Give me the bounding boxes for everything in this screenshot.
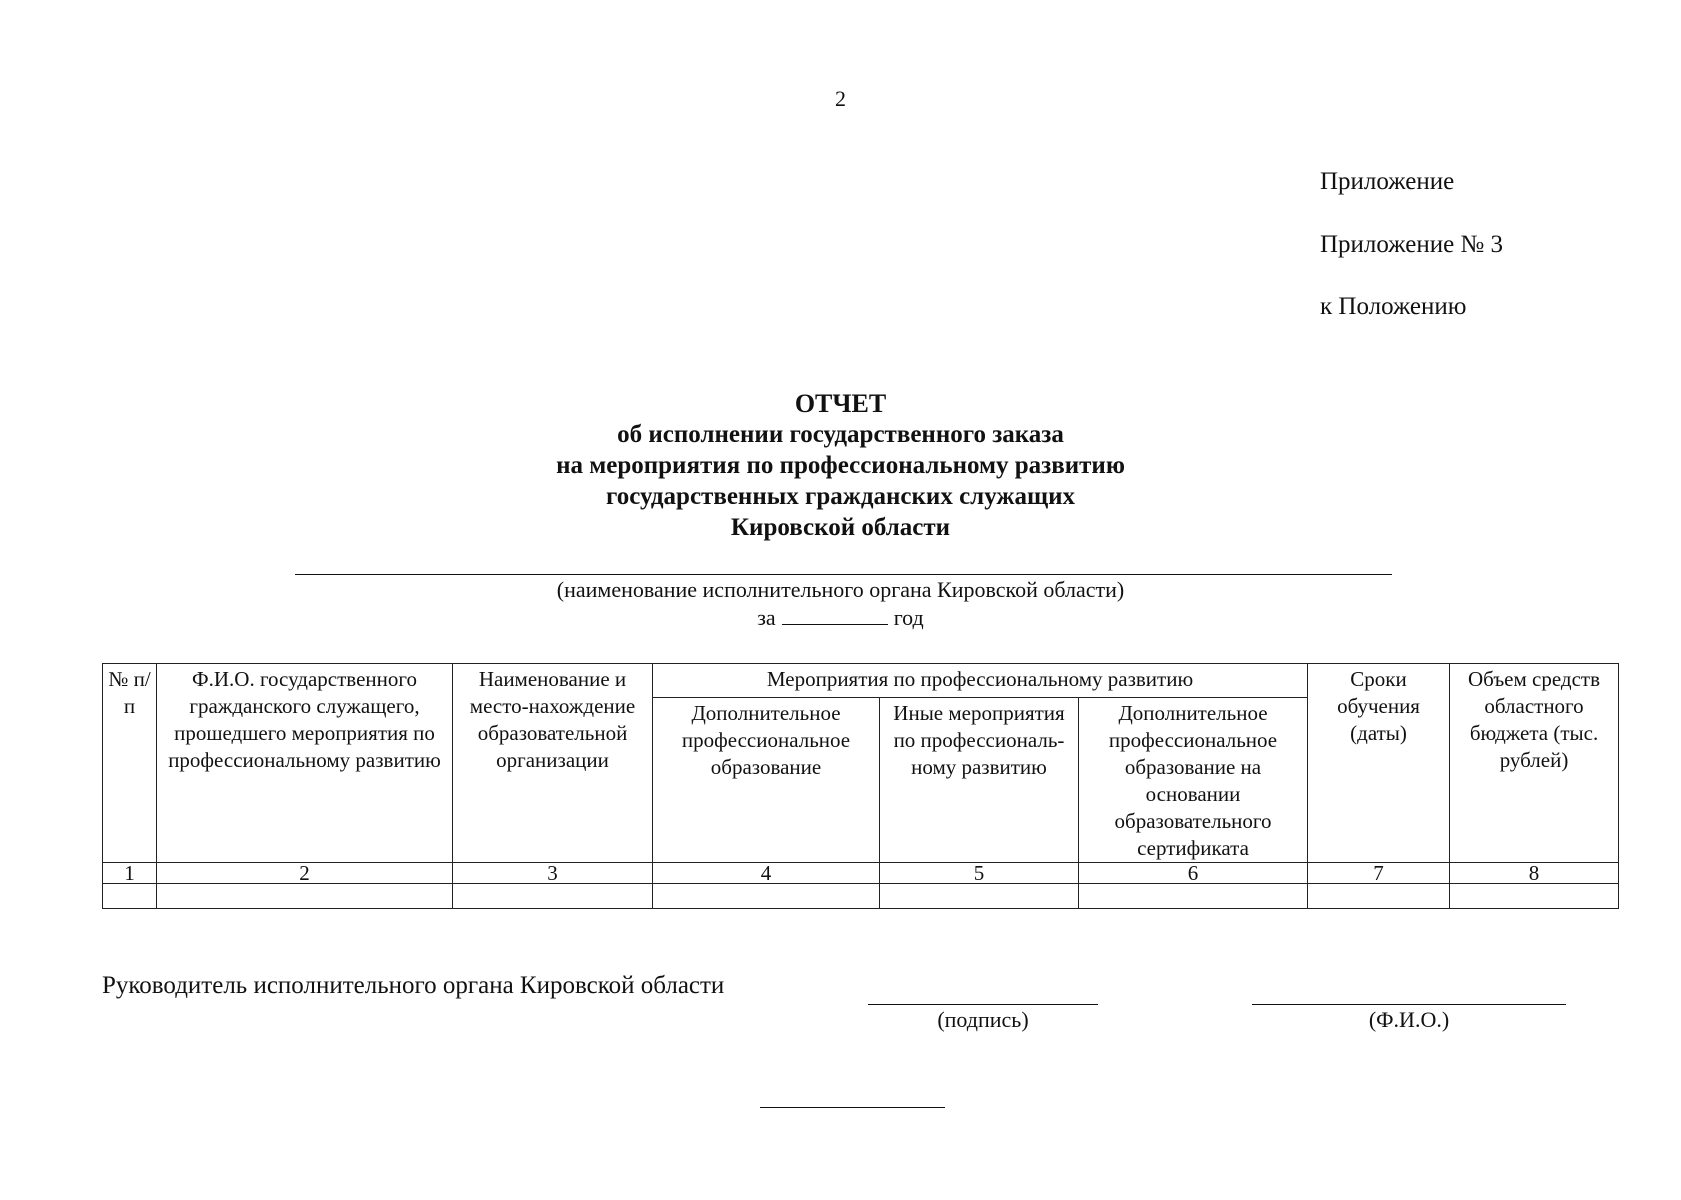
table-header-row bbox=[103, 664, 1619, 698]
column-number: 5 bbox=[880, 863, 1079, 884]
report-title-line-4: Кировской области bbox=[730, 514, 951, 541]
header-other-events: Иные мероприятия по профессиональ-ному развитию bbox=[880, 698, 1079, 863]
table-cell bbox=[1450, 884, 1619, 909]
table-cell bbox=[653, 884, 880, 909]
head-signature-label: Руководитель исполнительного органа Кировской области bbox=[102, 972, 725, 999]
header-additional-education: Дополнительное профессиональное образование bbox=[653, 698, 880, 863]
signature-line bbox=[868, 1004, 1098, 1005]
column-number: 7 bbox=[1308, 863, 1450, 884]
table-cell bbox=[880, 884, 1079, 909]
header-events-group: Мероприятия по профессиональному развитию bbox=[653, 664, 1308, 698]
header-num: № п/п bbox=[103, 664, 157, 863]
column-number: 2 bbox=[157, 863, 453, 884]
report-title-main: ОТЧЕТ bbox=[794, 389, 887, 418]
table-cell bbox=[157, 884, 453, 909]
report-title-line-1: об исполнении государственного заказа bbox=[617, 421, 1064, 448]
column-number: 4 bbox=[653, 863, 880, 884]
table-cell bbox=[453, 884, 653, 909]
period-suffix: год bbox=[893, 605, 924, 630]
column-number: 6 bbox=[1079, 863, 1308, 884]
report-period bbox=[0, 604, 1681, 631]
signature-caption: (подпись) bbox=[937, 1007, 1029, 1032]
table-cell bbox=[1079, 884, 1308, 909]
annex-line-3: к Положению bbox=[1320, 293, 1467, 320]
table-cell bbox=[1308, 884, 1450, 909]
agency-name-line bbox=[295, 574, 1392, 575]
period-year-blank bbox=[782, 604, 888, 625]
column-number-row bbox=[103, 863, 1619, 884]
header-budget: Объем средств областного бюджета (тыс. рублей) bbox=[1450, 664, 1619, 863]
column-number: 3 bbox=[453, 863, 653, 884]
column-number: 8 bbox=[1450, 863, 1619, 884]
document-end-line bbox=[760, 1107, 945, 1108]
table-cell bbox=[103, 884, 157, 909]
name-line bbox=[1252, 1004, 1566, 1005]
header-fio: Ф.И.О. государственного гражданского служащего, прошедшего мероприятия по профессиональному развитию bbox=[157, 664, 453, 863]
table-row bbox=[103, 884, 1619, 909]
name-caption: (Ф.И.О.) bbox=[1368, 1007, 1450, 1032]
report-title bbox=[0, 388, 1681, 543]
period-prefix: за bbox=[757, 605, 776, 630]
agency-name-caption: (наименование исполнительного органа Кировской области) bbox=[556, 577, 1125, 602]
column-number: 1 bbox=[103, 863, 157, 884]
header-org: Наименование и место-нахождение образовательной организации bbox=[453, 664, 653, 863]
annex-line-1: Приложение bbox=[1320, 168, 1455, 195]
report-table bbox=[102, 663, 1619, 909]
page-number: 2 bbox=[835, 86, 846, 111]
header-certificate-education: Дополнительное профессиональное образование на основании образовательного сертификата bbox=[1079, 698, 1308, 863]
report-title-line-2: на мероприятия по профессиональному развитию bbox=[556, 452, 1125, 479]
annex-line-2: Приложение № 3 bbox=[1320, 231, 1504, 258]
report-title-line-3: государственных гражданских служащих bbox=[605, 483, 1076, 510]
header-terms: Сроки обучения (даты) bbox=[1308, 664, 1450, 863]
